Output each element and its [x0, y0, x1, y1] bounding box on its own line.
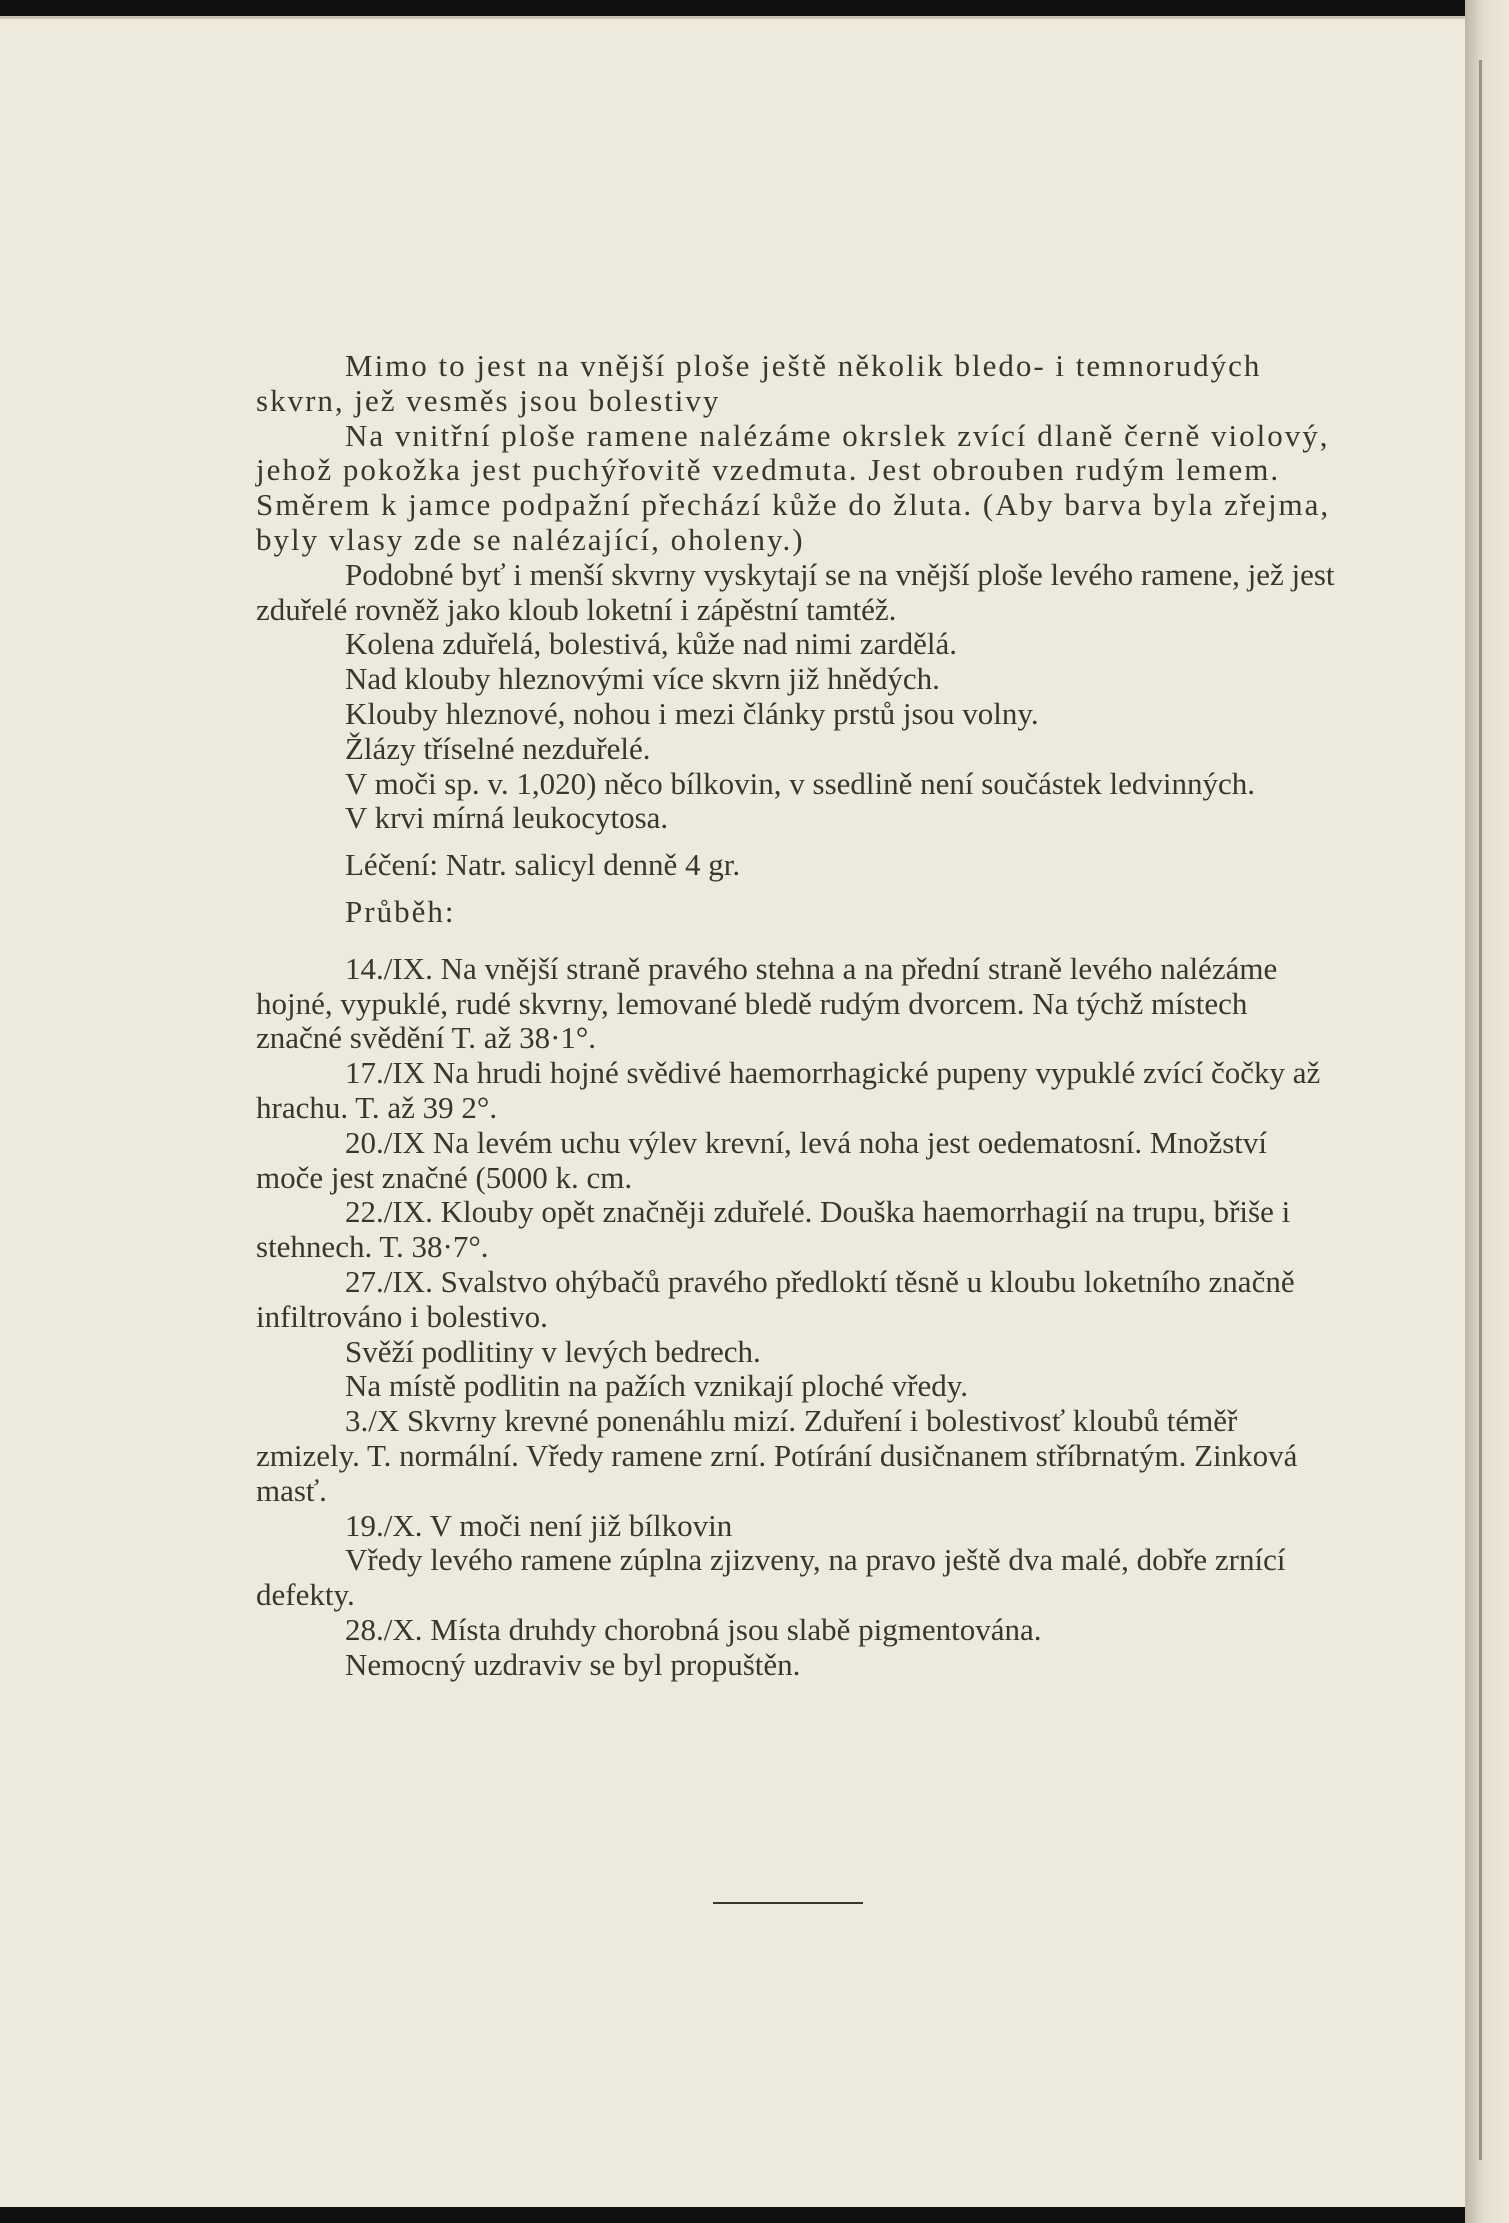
paragraph: 28./X. Místa druhdy chorobná jsou slabě pigmentována.: [345, 1611, 1042, 1647]
paragraph: Nad klouby hleznovými více skvrn již hnědých.: [345, 661, 940, 697]
paragraph: Mimo to jest na vnější ploše ještě několik bledo- i temnorudých skvrn, jež vesměs jsou bolestivy: [256, 348, 1262, 418]
section-heading: Průběh:: [345, 893, 456, 929]
paragraph: 3./X Skvrny krevné ponenáhlu mizí. Zduření i bolestivosť kloubů téměř zmizely. T. normální. Vředy ramene zrní. Potírání dusičnanem stříbrnatým. Zinková masť.: [256, 1403, 1298, 1508]
book-spine: [1465, 0, 1509, 2223]
paragraph: Nemocný uzdraviv se byl propuštěn.: [345, 1646, 801, 1682]
paragraph: Na vnitřní ploše ramene nalézáme okrslek zvící dlaně černě violový, jehož pokožka jest puchýřovitě vzedmuta. Jest obrouben rudým lemem. Směrem k jamce podpažní přechází kůže do žluta. (Aby barva byla zřejma, byly vlasy zde se nalézající, oholeny.): [256, 417, 1331, 557]
paragraph: Kolena zduřelá, bolestivá, kůže nad nimi zardělá.: [345, 626, 957, 662]
paragraph: 20./IX Na levém uchu výlev krevní, levá noha jest oedematosní. Množství moče jest značné (5000 k. cm.: [256, 1124, 1268, 1195]
book-page: [0, 16, 1465, 2207]
paragraph: Podobné byť i menší skvrny vyskytají se na vnější ploše levého ramene, jež jest zduřelé rovněž jako kloub loketní i zápěstní tamtéž.: [256, 556, 1335, 627]
paragraph: 17./IX Na hrudi hojné svědivé haemorrhagické pupeny vypuklé zvící čočky až hrachu. T. až 39 2°.: [256, 1055, 1321, 1125]
paragraph: Na místě podlitin na pažích vznikají ploché vředy.: [345, 1368, 968, 1404]
paragraph: V moči sp. v. 1,020) něco bílkovin, v ssedlině není součástek ledvinných.: [345, 765, 1256, 801]
paragraph: Léčení: Natr. salicyl denně 4 gr.: [345, 847, 741, 883]
spine-line: [1479, 60, 1482, 2160]
paragraph: Svěží podlitiny v levých bedrech.: [345, 1333, 761, 1369]
body-text: [256, 349, 1336, 1682]
paragraph: 19./X. V moči není již bílkovin: [345, 1507, 733, 1543]
paragraph: 27./IX. Svalstvo ohýbačů pravého předloktí těsně u kloubu loketního značně infiltrováno i bolestivo.: [256, 1263, 1295, 1334]
paragraph: 14./IX. Na vnější straně pravého stehna a na přední straně levého nalézáme hojné, vypuklé, rudé skvrny, lemované bledě rudým dvorcem. Na týchž místech značné svědění T. až 38·1°.: [256, 950, 1278, 1056]
paragraph: Žlázy tříselné nezduřelé.: [345, 730, 651, 766]
paragraph: 22./IX. Klouby opět značněji zduřelé. Douška haemorrhagií na trupu, břiše i stehnech. T. 38·7°.: [256, 1194, 1291, 1265]
paragraph: Vředy levého ramene zúplna zjizveny, na pravo ještě dva malé, dobře zrnící defekty.: [256, 1542, 1286, 1613]
end-rule: [713, 1902, 863, 1904]
paragraph: Klouby hleznové, nohou i mezi články prstů jsou volny.: [345, 695, 1039, 731]
paragraph: V krvi mírná leukocytosa.: [345, 800, 669, 836]
